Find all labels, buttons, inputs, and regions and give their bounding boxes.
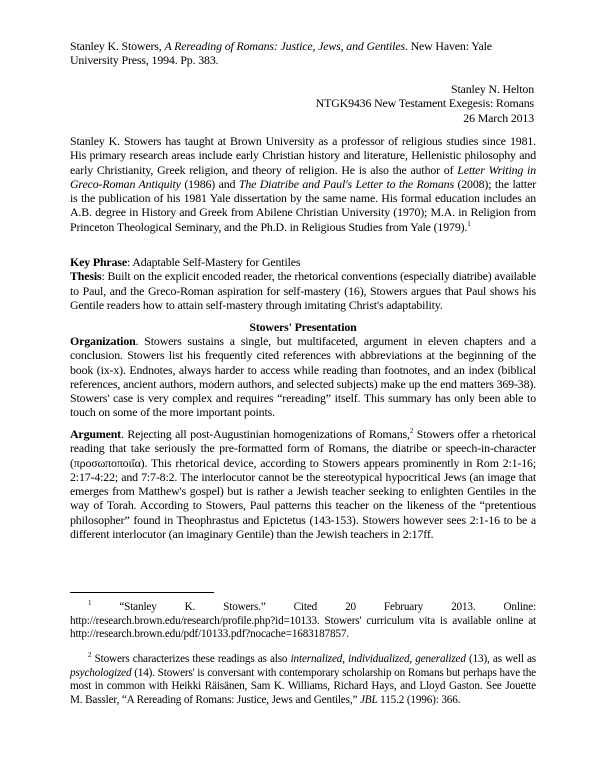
footnote-2 (70, 653, 536, 707)
footnote-2-sep-2: , (409, 653, 416, 665)
key-phrase (70, 255, 536, 269)
key-phrase-text: : Adaptable Self-Mastery for Gentiles (126, 255, 301, 269)
bibliographic-citation (70, 39, 536, 68)
footnote-2-marker: 2 (88, 651, 92, 659)
argument-paragraph (70, 427, 536, 541)
key-phrase-label: Key Phrase (70, 255, 127, 269)
footnote-2-term-2: individualized (348, 653, 410, 665)
footnote-2-text-b: (13), as well as (465, 653, 537, 665)
organization-paragraph (70, 334, 536, 420)
thesis-label: Thesis (70, 269, 102, 284)
footnote-2-text-a: Stowers characterizes these readings as also (91, 653, 291, 665)
header-course: NTGK9436 New Testament Exegesis: Romans (315, 96, 534, 111)
footnote-2-term-1: internalized (290, 653, 343, 665)
intro-text-2: (1986) and (180, 176, 239, 191)
footnote-divider (70, 592, 214, 593)
thesis (70, 269, 536, 312)
key-phrase-block (70, 255, 536, 312)
footnote-2-text-c: (14). Stowers' is conversant with contemporary scholarship on Romans but perhaps have the most in common with Heikki Räisänen, Sam K. Williams, Richard Hays, and Lloyd Gaston. See Jouette M. Bassler, “A Rereading of Romans: Justice, Jews and Gentiles,” (70, 666, 536, 706)
header-date: 26 March 2013 (463, 110, 534, 125)
footnote-2-sep-1: , (342, 653, 349, 665)
footnote-2-journal: JBL (359, 693, 378, 706)
footnote-ref-2: 2 (409, 427, 414, 435)
footnote-2-term-4: psychologized (70, 666, 132, 679)
section-heading-text: Stowers' Presentation (249, 320, 357, 334)
organization-text: . Stowers sustains a single, but multifaceted, argument in eleven chapters and a conclusion. Stowers list his frequently cited references with abbreviations at the beginning of the book (ix-x). Endnotes, always harder to access while reading than footnotes, and an index (biblical references, ancient authors, modern authors, and selected subjects) make up the end matters 369-38). Stowers' case is very complex and requires “rereading” itself. This summary has only been able to touch on some of the more important points. (70, 334, 536, 420)
argument-text-2: Stowers offer a rhetorical reading that take seriously the pre-formatted form of Romans, the diatribe or speech-in-character (προσωποποιΐα). This rhetorical device, according to Stowers appears prominently in Rom 2:1-16; 2:17-4:22; and 7:7-8:2. The interlocutor cannot be the stereotypical hypocritical Jews (an image that emerges from Matthew's gospel) but is rather a Jewish teacher seeking to enlighten Gentiles in the way of Torah. According to Stowers, Paul patterns this teacher on the likeness of the “pretentious philosopher” found in Theophrastus and Epictetus (143-153). Stowers however sees 2:1-16 to be a different interlocutor (an imaginary Gentile) than the Jewish teachers in 2:17ff. (70, 427, 536, 542)
argument-label: Argument (70, 427, 121, 441)
intro-text-3: (2008); the latter is the publication of his 1981 Yale dissertation by the same name. His formal education includes an A.B. degree in History and Greek from Abilene Christian University (1970); M.A. in Religion from Princeton Theological Seminary, and the Ph.D. in Religious Studies from Yale (1979). (70, 176, 537, 234)
footnote-1-marker: 1 (88, 599, 92, 607)
argument-text-1: . Rejecting all post-Augustinian homogenizations of Romans, (120, 427, 410, 441)
header-name: Stanley N. Helton (451, 82, 534, 96)
footnote-1-text: “Stanley K. Stowers.” Cited 20 February 2013. Online: http://research.brown.edu/research/profile.php?id=10133. Stowers' curriculum vita is available online at http://research.brown.edu/pdf/10133.pdf?nocache=1683187857. (70, 601, 536, 641)
footnote-ref-1: 1 (467, 219, 471, 228)
intro-book-2: The Diatribe and Paul's Letter to the Romans (238, 176, 454, 191)
section-heading (70, 320, 536, 334)
thesis-text: : Built on the explicit encoded reader, the rhetorical conventions (especially diatribe) available to Paul, and the Greco-Roman aspiration for self-mastery (16), Stowers argues that Paul shows his Gentile readers how to attain self-mastery through imitating Christ's adaptability. (70, 269, 536, 312)
author-header (316, 82, 534, 125)
citation-publication: . New Haven: Yale University Press, 1994. Pp. 383. (70, 39, 492, 68)
footnote-1 (70, 601, 536, 642)
footnote-2-term-3: generalized (415, 653, 466, 665)
intro-paragraph (70, 134, 536, 234)
intro-text-1: Stanley K. Stowers has taught at Brown University as a professor of religious studies since 1981. His primary research areas include early Christian history and literature, Hellenistic philosophy and early Christianity, Greek religion, and theory of religion. He is also the author of (70, 134, 536, 177)
footnote-2-text-d: 115.2 (1996): 366. (377, 693, 461, 706)
citation-title: A Rereading of Romans: Justice, Jews, and Gentiles (164, 39, 405, 53)
intro-book-1: Letter Writing in Greco-Roman Antiquity (70, 162, 536, 191)
citation-author: Stanley K. Stowers, (70, 39, 162, 53)
organization-label: Organization (70, 334, 136, 348)
